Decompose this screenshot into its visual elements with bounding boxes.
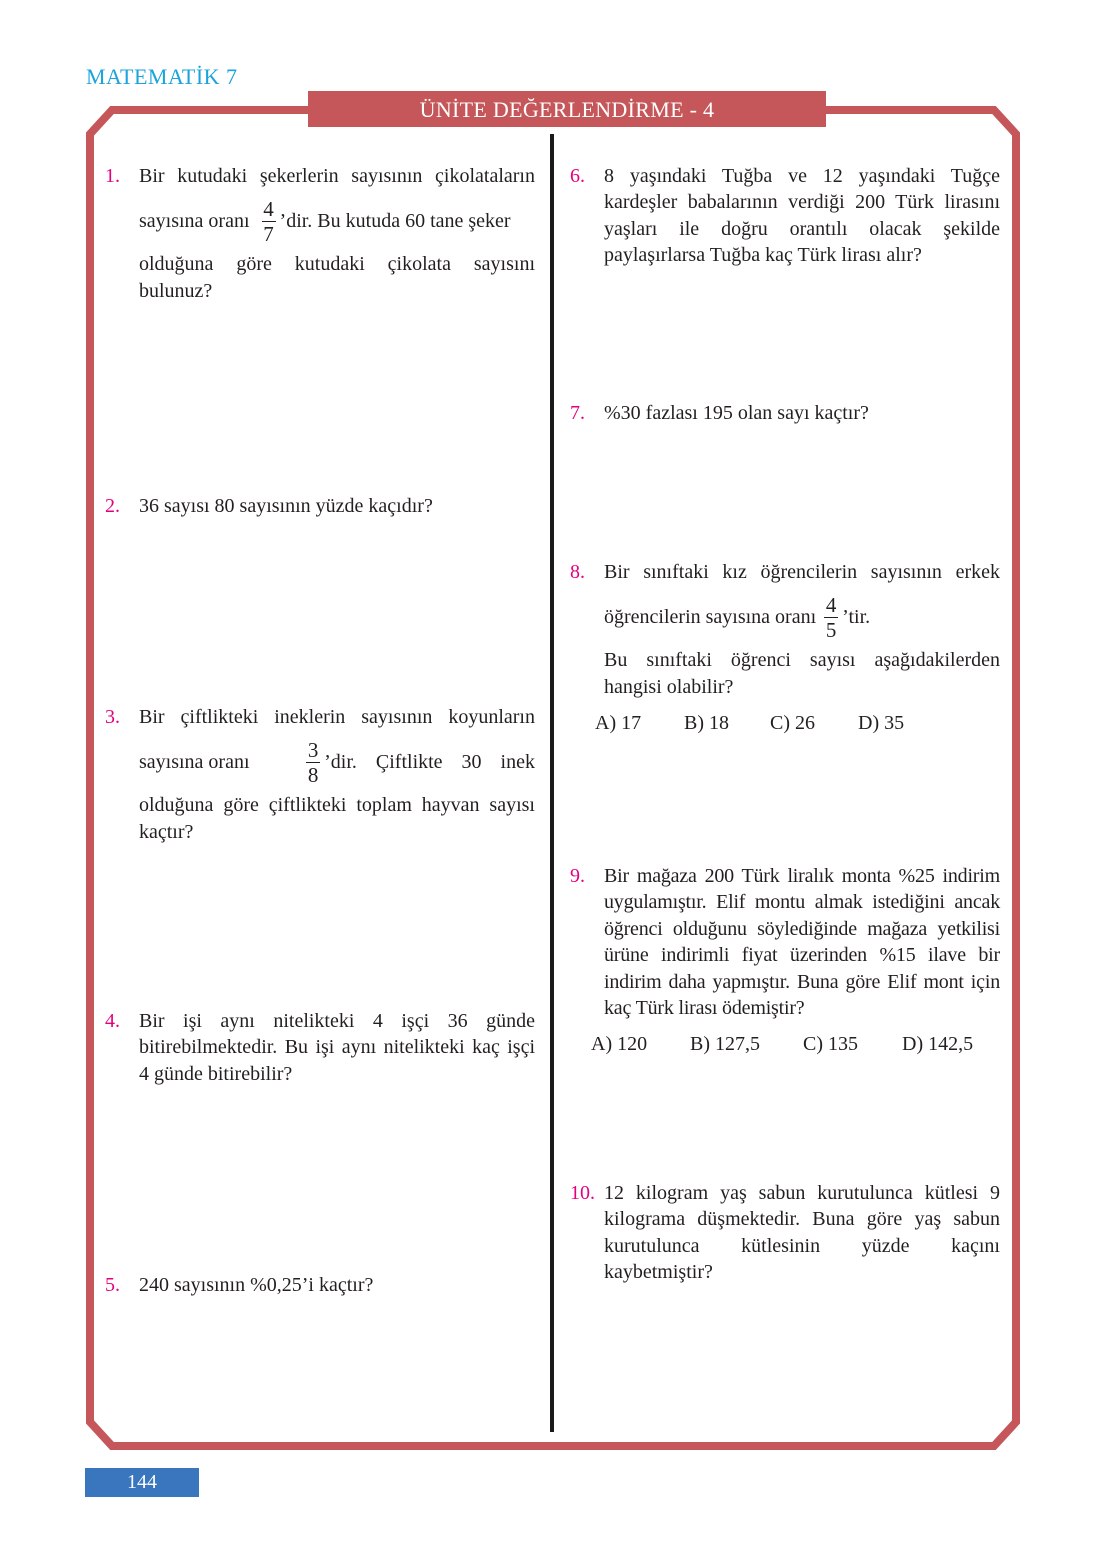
answer-options — [591, 1031, 1000, 1057]
denominator: 5 — [825, 618, 837, 643]
page-number: 144 — [85, 1468, 199, 1497]
option-c[interactable]: C) 135 — [803, 1033, 858, 1056]
question-text: Bir mağaza 200 Türk liralık monta %25 indirim uygulamıştır. Elif montu almak istediğini ancak öğrenci olduğunu söylediğinde mağaza yetkilisi ürüne indirimli fiyat üzerinden %15 ilave bir indirim daha yapmıştır. Buna göre Elif mont için kaç Türk lirası ödemiştir? — [604, 865, 1000, 1020]
question-9 — [570, 863, 1000, 1058]
question-text: sayısına oranı — [139, 751, 250, 774]
numerator: 4 — [825, 592, 837, 617]
numerator: 3 — [307, 737, 319, 762]
option-d[interactable]: D) 142,5 — [902, 1033, 974, 1056]
fraction — [306, 737, 320, 788]
question-text: sayısına oranı — [139, 210, 250, 233]
question-number: 2. — [105, 495, 120, 517]
question-text: 240 sayısının %0,25’i kaçtır? — [139, 1274, 374, 1296]
question-text: ’tir. — [842, 606, 871, 629]
question-number: 1. — [105, 165, 120, 187]
question-text: Bu sınıftaki öğrenci sayısı aşağıdakilerden hangisi olabilir? — [604, 649, 1000, 698]
question-text: ’dir. Bu kutuda 60 tane şeker — [279, 210, 511, 233]
question-2 — [105, 493, 535, 519]
question-number: 6. — [570, 165, 585, 187]
question-text: 8 yaşındaki Tuğba ve 12 yaşındaki Tuğçe kardeşler babalarının verdiği 200 Türk lirasını yaşları ile doğru orantılı olacak şekilde paylaşırlarsa Tuğba kaç Türk lirası alır? — [604, 165, 1000, 267]
fraction — [824, 592, 838, 643]
question-text: 12 kilogram yaş sabun kurutulunca kütlesi 9 kilograma düşmektedir. Buna göre yaş sabun kurutulunca kütlesinin yüzde kaçını kaybetmiştir? — [604, 1182, 1000, 1284]
option-a[interactable]: A) 17 — [595, 712, 642, 735]
fraction — [262, 196, 276, 247]
question-text: Bir sınıftaki kız öğrencilerin sayısının erkek — [604, 561, 1000, 583]
question-number: 7. — [570, 402, 585, 424]
question-text: öğrencilerin sayısına oranı — [604, 606, 817, 629]
question-number: 3. — [105, 706, 120, 728]
question-number: 4. — [105, 1010, 120, 1032]
question-6 — [570, 163, 1000, 269]
answer-options — [595, 710, 1000, 736]
question-text: ’dir. Çiftlikte 30 inek — [324, 751, 535, 774]
numerator: 4 — [263, 196, 274, 221]
option-b[interactable]: B) 18 — [684, 712, 729, 735]
question-10 — [570, 1180, 1000, 1286]
column-divider — [550, 134, 554, 1432]
question-8 — [570, 559, 1000, 737]
question-text: Bir kutudaki şekerlerin sayısının çikolataların — [139, 165, 535, 187]
option-c[interactable]: C) 26 — [770, 712, 815, 735]
question-3 — [105, 704, 535, 845]
option-b[interactable]: B) 127,5 — [690, 1033, 760, 1056]
question-number: 9. — [570, 865, 585, 887]
question-text: Bir işi aynı nitelikteki 4 işçi 36 günde bitirebilmektedir. Bu işi aynı nitelikteki kaç işçi 4 günde bitirebilir? — [139, 1010, 535, 1085]
denominator: 8 — [307, 763, 319, 788]
question-5 — [105, 1272, 535, 1298]
option-d[interactable]: D) 35 — [858, 712, 905, 735]
question-1 — [105, 163, 535, 304]
unit-title-banner: ÜNİTE DEĞERLENDİRME - 4 — [308, 91, 826, 127]
question-number: 10. — [570, 1182, 595, 1204]
question-text: 36 sayısı 80 sayısının yüzde kaçıdır? — [139, 495, 433, 517]
question-4 — [105, 1008, 535, 1087]
question-7 — [570, 400, 1000, 426]
question-text: olduğuna göre çiftlikteki toplam hayvan sayısı kaçtır? — [139, 794, 535, 843]
question-number: 5. — [105, 1274, 120, 1296]
denominator: 7 — [263, 222, 274, 247]
question-text: %30 fazlası 195 olan sayı kaçtır? — [604, 402, 869, 424]
question-text: Bir çiftlikteki ineklerin sayısının koyunların — [139, 706, 535, 728]
subject-label: MATEMATİK 7 — [86, 64, 238, 89]
question-number: 8. — [570, 561, 585, 583]
option-a[interactable]: A) 120 — [591, 1033, 648, 1056]
question-text: olduğuna göre kutudaki çikolata sayısını bulunuz? — [139, 253, 535, 302]
